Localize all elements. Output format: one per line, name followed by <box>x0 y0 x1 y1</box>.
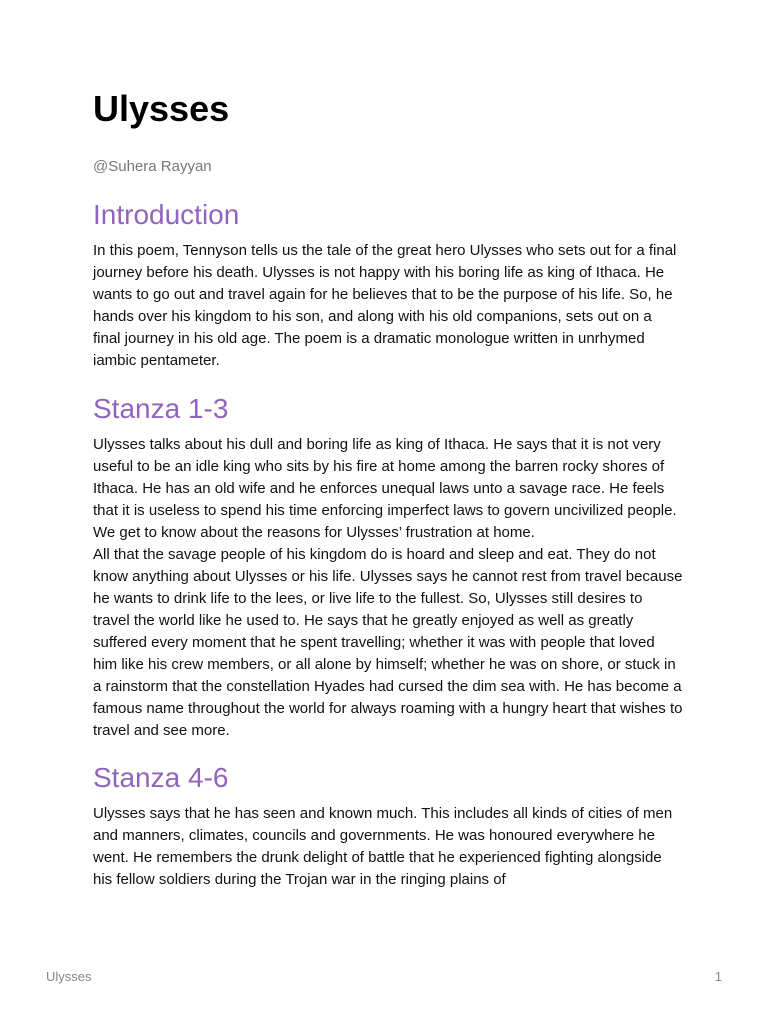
stanza-4-6-paragraph-1: Ulysses says that he has seen and known much. This includes all kinds of cities of men and manners, climates, councils and governments. He was honoured everywhere he went. He remembers the drunk delight of battle that he experienced fighting alongside his fellow soldiers during the Trojan war in the ringing plains of <box>93 805 673 888</box>
footer-document-title: Ulysses <box>46 969 92 984</box>
stanza-1-3-paragraph-2: All that the savage people of his kingdom do is hoard and sleep and eat. They do not know anything about Ulysses or his life. Ulysses says he cannot rest from travel because he wants to drink life to the lees, or live life to the fullest. So, Ulysses still desires to travel the world like he used to. He says that he greatly enjoyed as well as greatly suffered every moment that he spent travelling; whether it was with people that loved him like his crew members, or all alone by himself; whether he was on shore, or stuck in a rainstorm that the constellation Hyades had cursed the dim sea with. He has become a famous name throughout the world for always roaming with a hungry heart that wishes to travel and see more. <box>93 546 683 739</box>
stanza-1-3-paragraph-1: Ulysses talks about his dull and boring life as king of Ithaca. He says that it is not very useful to be an idle king who sits by his fire at home among the barren rocky shores of Ithaca. He has an old wife and he enforces unequal laws unto a savage race. He feels that it is useless to spend his time enforcing imperfect laws to govern uncivilized people. We get to know about the reasons for Ulysses’ frustration at home. <box>93 436 677 541</box>
section-heading-stanza-1-3: Stanza 1-3 <box>93 393 229 424</box>
section-heading-stanza-4-6: Stanza 4-6 <box>93 762 229 793</box>
introduction-paragraph: In this poem, Tennyson tells us the tale of the great hero Ulysses who sets out for a final journey before his death. Ulysses is not happy with his boring life as king of Ithaca. He wants to go out and travel again for he believes that to be the purpose of his life. So, he hands over his kingdom to his son, and along with his old companions, sets out on a final journey in his old age. The poem is a dramatic monologue written in unrhymed iambic pentameter. <box>93 242 677 369</box>
footer-page-number: 1 <box>714 969 722 984</box>
document-title: Ulysses <box>93 88 230 129</box>
author-byline: @Suhera Rayyan <box>93 158 212 175</box>
section-heading-introduction: Introduction <box>93 199 240 230</box>
document-page <box>93 86 683 891</box>
